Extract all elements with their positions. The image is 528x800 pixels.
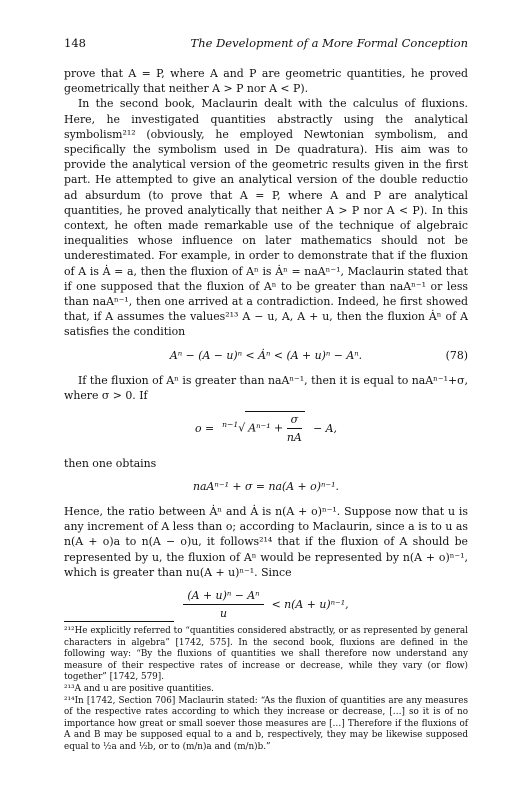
- footnotes: [64, 626, 468, 754]
- footnote-212: ²¹²He explicitly referred to “quantities considered abstractly, or as represented by general characters in algebra” [1742, 575]. In the second book, fluxions are defined in the following way: “By the fluxions of quantities we shall therefore now understand any measure of their respective rates of increase or decrease, while they vary (or flow) together” [1742, 579].: [64, 626, 468, 683]
- paragraph-2: In the second book, Maclaurin dealt with the calculus of fluxions. Here, he investigated quantities abstractly using the analytical symbolism²¹² (obviously, he employed Newtonian symbolism, and specifically the symbolism used in De quadratura). His aim was to provide the analytical version of the geometric results given in the first part. He attempted to give an analytical version of the double reductio ad absurdum (to prove that A = P, where A and P are analytical quantities, he proved analytically that neither A > P nor A < P). In this context, he often made remarkable use of the technique of algebraic inequalities whose influence on later mathematics should not be underestimated. For example, in order to demonstrate that if the fluxion of A is Ȧ = a, then the fluxion of Aⁿ is Ȧⁿ = naAⁿ⁻¹, Maclaurin stated that if one supposed that the fluxion of Aⁿ to be greater than naAⁿ⁻¹ or less than naAⁿ⁻¹, then one arrived at a contradiction. Indeed, he first showed that, if A assumes the values²¹³ A − u, A, A + u, then the fluxion Ȧⁿ of A satisfies the condition: [64, 97, 468, 339]
- page-header: [64, 36, 468, 50]
- equation-o-radicand: Aⁿ⁻¹ +: [248, 421, 284, 435]
- page-number: 148: [64, 36, 86, 50]
- paragraph-1: prove that A = P, where A and P are geometric quantities, he proved geometrically that neither A > P nor A < P).: [64, 67, 468, 96]
- equation-sigma-body: naAⁿ⁻¹ + σ = na(A + o)ⁿ⁻¹.: [193, 479, 339, 493]
- equation-last-num: (A + u)ⁿ − Aⁿ: [183, 588, 263, 605]
- running-title: The Development of a More Formal Conception: [190, 36, 468, 50]
- equation-o-frac-num: σ: [287, 412, 302, 429]
- equation-78-number: (78): [445, 348, 468, 362]
- equation-o-tail: − A,: [313, 421, 338, 435]
- equation-78: [64, 348, 468, 363]
- equation-o-index: n−1: [222, 420, 239, 430]
- paragraph-4: then one obtains: [64, 456, 157, 470]
- paragraph-5: Hence, the ratio between Ȧⁿ and Ȧ is n(A + o)ⁿ⁻¹. Suppose now that u is any increment of A less than o; according to Maclaurin, since a is to u as n(A + o)a to n(A − o)u, it follows²¹⁴ that if the fluxion of A should be represented by u, the fluxion of Aⁿ would be represented by n(A + o)ⁿ⁻¹, which is greater than nu(A + u)ⁿ⁻¹. Since: [64, 505, 468, 579]
- equation-sigma: [64, 479, 468, 494]
- footnote-213: ²¹³A and u are positive quantities.: [64, 683, 214, 694]
- equation-last-rhs: < n(A + u)ⁿ⁻¹,: [271, 598, 349, 612]
- main-text: [64, 66, 468, 632]
- equation-last-den: u: [219, 607, 227, 621]
- equation-last: [64, 588, 468, 621]
- equation-o: [64, 411, 468, 445]
- equation-o-radicand-wrap: [245, 411, 305, 445]
- equation-o-lhs: o =: [194, 421, 215, 435]
- footnote-rule: [64, 621, 174, 622]
- equation-o-fraction: [287, 412, 302, 445]
- equation-o-frac-den: nA: [286, 431, 302, 445]
- equation-last-fraction: [183, 588, 263, 621]
- paragraph-3: If the fluxion of Aⁿ is greater than naAⁿ⁻¹, then it is equal to naAⁿ⁻¹+σ, where σ > 0. If: [64, 373, 468, 403]
- root-sign-icon: √: [238, 421, 246, 435]
- footnote-214: ²¹⁴In [1742, Section 706] Maclaurin stated: “As the fluxion of quantities are any measures of the respective rates according to which they increase or decrease, […] so it is of no importance how great or small soever those measures are […] Therefore if the fluxions of A and B may be supposed equal to a and b, respectively, they may be likewise supposed equal to ½a and ½b, or to (m/n)a and (m/n)b.”: [64, 695, 468, 752]
- equation-78-body: Aⁿ − (A − u)ⁿ < Ȧⁿ < (A + u)ⁿ − Aⁿ.: [169, 348, 363, 362]
